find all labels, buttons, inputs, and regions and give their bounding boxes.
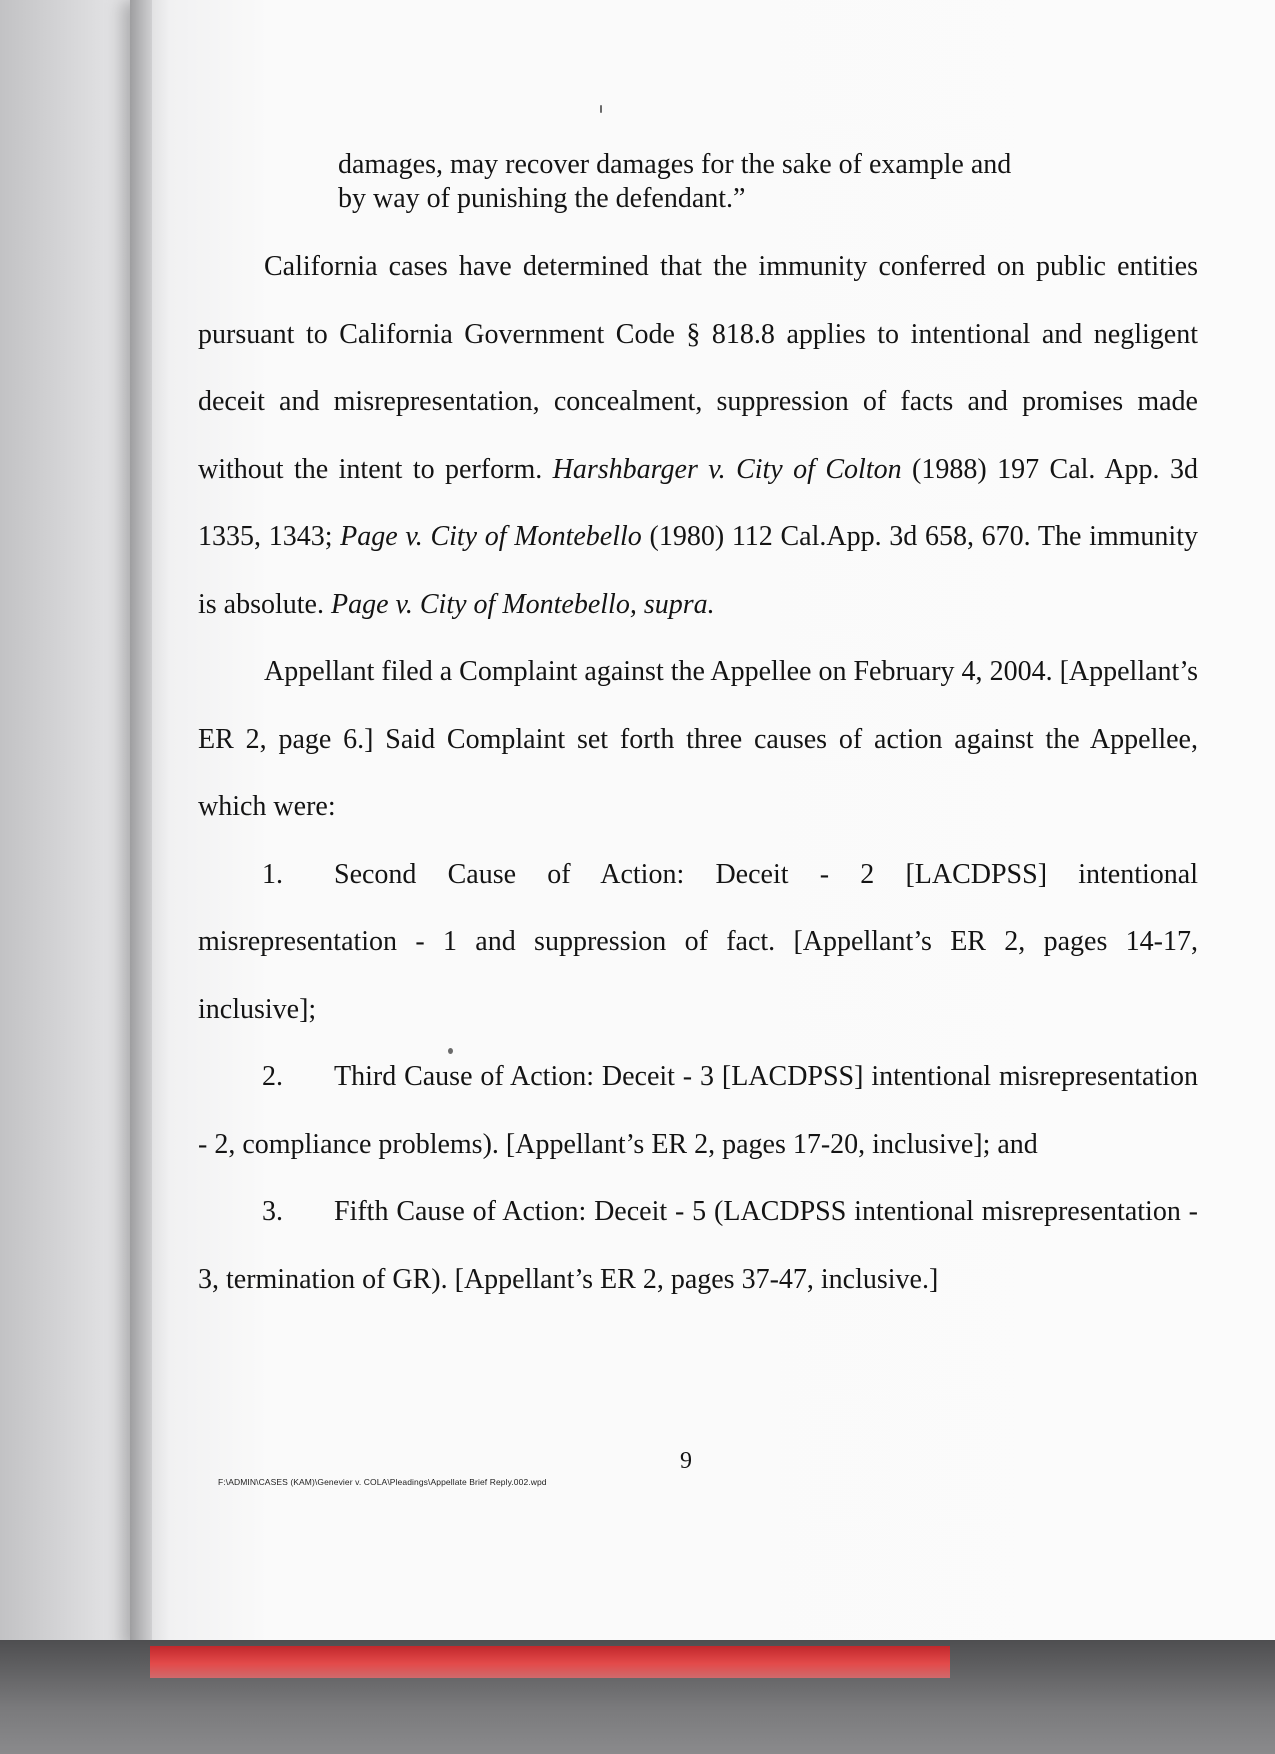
list-number: 2. (262, 1061, 283, 1092)
page-number: 9 (680, 1448, 692, 1474)
immunity-text-a: California cases have determined that the immunity conferred on public entities pursuant to California Government Code § 818.8 applies to intentional and negligent deceit and misrepresentation, concealment, suppression of facts and promises made without the intent to perform. (198, 251, 1198, 485)
red-binding-strip (150, 1646, 950, 1678)
cause-of-action-item (198, 1043, 1198, 1178)
cause-text: Second Cause of Action: Deceit - 2 [LACDPSS] intentional misrepresentation - 1 and suppression of fact. [Appellant’s ER 2, pages 14-17, inclusive]; (198, 858, 1198, 1025)
brief-body (198, 233, 1198, 1313)
list-number: 3. (262, 1196, 283, 1227)
immunity-text-c: (1980) 112 Cal.App. 3d 658, 670. The immunity is absolute. (198, 521, 1198, 620)
immunity-text-b: (1988) 197 Cal. App. 3d 1335, 1343; (198, 453, 1198, 552)
ink-speck (600, 105, 602, 113)
cause-of-action-item (198, 841, 1198, 1044)
paragraph-complaint: Appellant filed a Complaint against the Appellee on February 4, 2004. [Appellant’s ER 2, page 6.] Said Complaint set forth three causes of action against the Appellee, which were: (198, 656, 1198, 822)
quote-line: damages, may recover damages for the sake of example and (338, 149, 1012, 180)
cause-of-action-item (198, 1178, 1198, 1313)
case-citation: Page v. City of Montebello, supra. (331, 588, 715, 620)
previous-page-edge (0, 0, 150, 1680)
footer-file-path: F:\ADMIN\CASES (KAM)\Genevier v. COLA\Pleadings\Appellate Brief Reply.002.wpd (218, 1477, 547, 1487)
list-number: 1. (262, 858, 283, 890)
paragraph-immunity (198, 233, 1198, 638)
document-page (130, 0, 1275, 1650)
cause-text: Third Cause of Action: Deceit - 3 [LACDPSS] intentional misrepresentation - 2, compliance problems). [Appellant’s ER 2, pages 17-20, inclusive]; and (198, 1061, 1198, 1160)
case-citation: Harshbarger v. City of Colton (552, 453, 902, 485)
case-citation: Page v. City of Montebello (340, 521, 642, 552)
quote-continuation (338, 148, 1098, 216)
cause-text: Fifth Cause of Action: Deceit - 5 (LACDPSS intentional misrepresentation - 3, termination of GR). [Appellant’s ER 2, pages 37-47, inclusive.] (198, 1196, 1198, 1295)
ink-speck (448, 1048, 453, 1054)
page-gutter-shadow (130, 0, 152, 1650)
quote-line: by way of punishing the defendant.” (338, 183, 746, 214)
